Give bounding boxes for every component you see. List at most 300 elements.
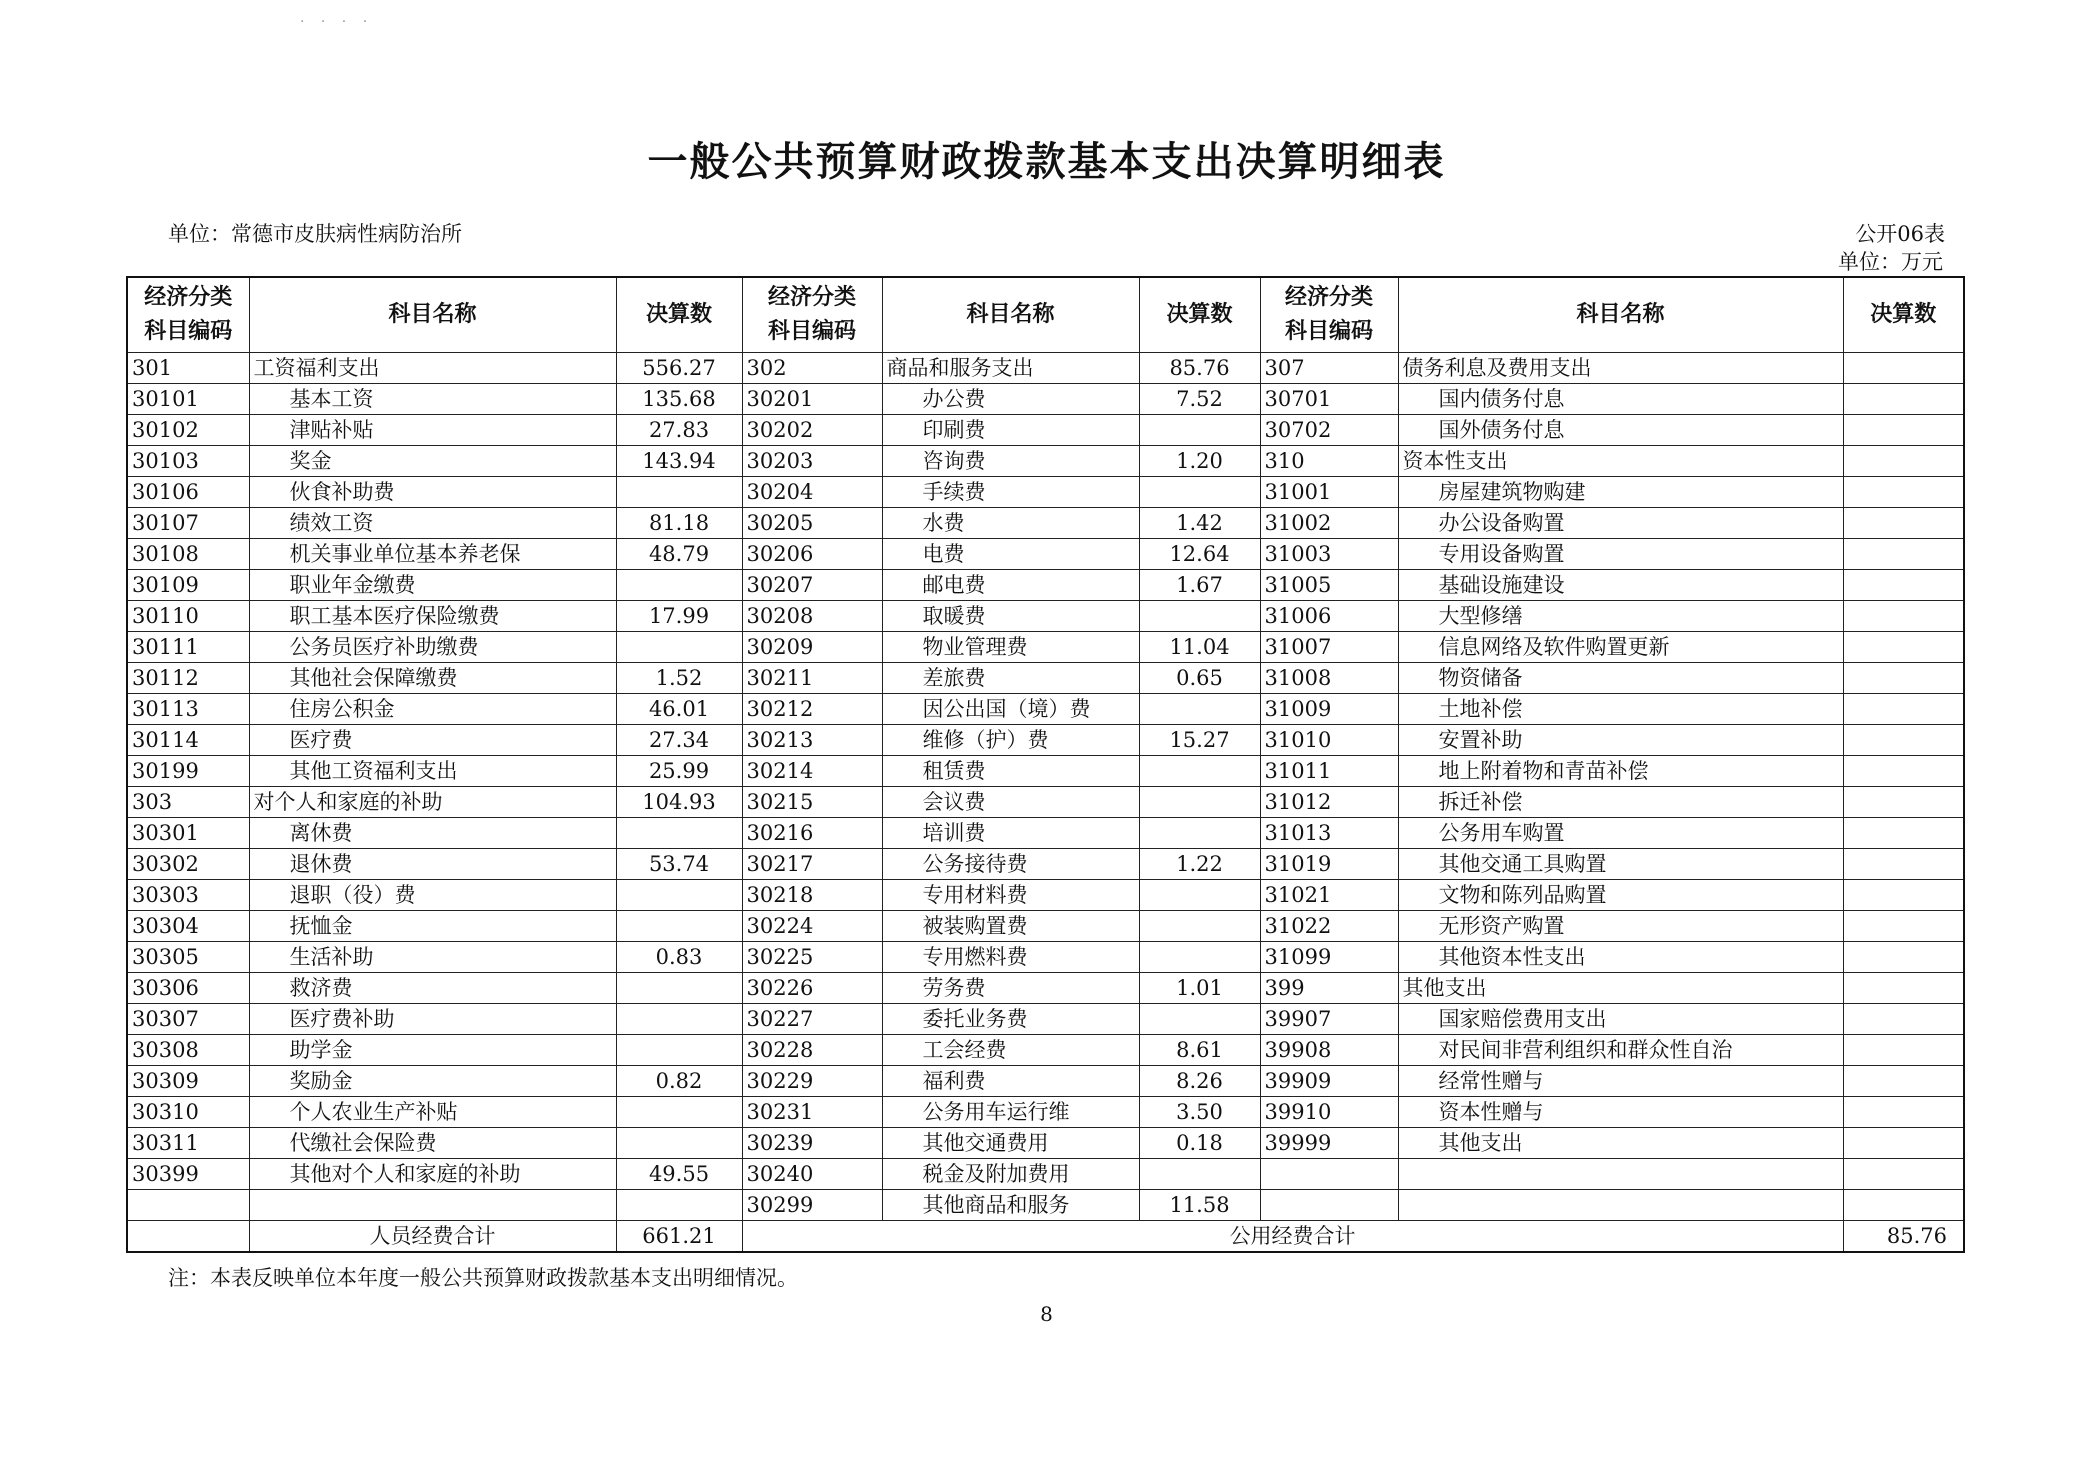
table-row xyxy=(127,601,1964,632)
econ-code-cell xyxy=(127,1190,249,1221)
item-name-cell: 助学金 xyxy=(249,1035,616,1066)
econ-code-cell: 39909 xyxy=(1260,1066,1398,1097)
amount-cell: 135.68 xyxy=(616,384,742,415)
amount-cell xyxy=(1139,601,1260,632)
econ-code-cell: 30110 xyxy=(127,601,249,632)
item-name-cell: 其他社会保障缴费 xyxy=(249,663,616,694)
amount-cell xyxy=(1843,601,1964,632)
econ-code-cell: 30308 xyxy=(127,1035,249,1066)
amount-cell xyxy=(616,1097,742,1128)
personnel-total-amount: 661.21 xyxy=(616,1221,742,1253)
econ-code-cell: 301 xyxy=(127,353,249,384)
item-name-cell: 其他支出 xyxy=(1398,973,1843,1004)
econ-code-cell: 30301 xyxy=(127,818,249,849)
econ-code-cell: 30214 xyxy=(742,756,882,787)
econ-code-cell: 30109 xyxy=(127,570,249,601)
amount-cell: 1.20 xyxy=(1139,446,1260,477)
item-name-cell: 专用燃料费 xyxy=(882,942,1139,973)
table-row xyxy=(127,539,1964,570)
item-name-cell: 对民间非营利组织和群众性自治 xyxy=(1398,1035,1843,1066)
item-name-cell: 救济费 xyxy=(249,973,616,1004)
item-name-cell: 其他工资福利支出 xyxy=(249,756,616,787)
econ-code-cell: 307 xyxy=(1260,353,1398,384)
page-number: 8 xyxy=(1040,1302,1053,1326)
item-name-cell: 地上附着物和青苗补偿 xyxy=(1398,756,1843,787)
table-note: 注：本表反映单位本年度一般公共预算财政拨款基本支出明细情况。 xyxy=(168,1266,798,1290)
amount-cell: 15.27 xyxy=(1139,725,1260,756)
econ-code-cell: 30207 xyxy=(742,570,882,601)
item-name-cell: 职业年金缴费 xyxy=(249,570,616,601)
amount-cell xyxy=(1139,1159,1260,1190)
amount-cell: 143.94 xyxy=(616,446,742,477)
table-row xyxy=(127,1004,1964,1035)
item-name-cell: 经常性赠与 xyxy=(1398,1066,1843,1097)
econ-code-cell: 31001 xyxy=(1260,477,1398,508)
item-name-cell: 其他交通费用 xyxy=(882,1128,1139,1159)
item-name-cell: 基本工资 xyxy=(249,384,616,415)
public-total-label: 公用经费合计 xyxy=(742,1221,1843,1253)
econ-code-cell: 30201 xyxy=(742,384,882,415)
econ-code-cell: 30202 xyxy=(742,415,882,446)
econ-code-cell: 31009 xyxy=(1260,694,1398,725)
amount-cell xyxy=(1843,508,1964,539)
amount-cell xyxy=(1843,1128,1964,1159)
table-row xyxy=(127,1159,1964,1190)
amount-cell: 7.52 xyxy=(1139,384,1260,415)
item-name-cell: 机关事业单位基本养老保 xyxy=(249,539,616,570)
table-row xyxy=(127,911,1964,942)
econ-code-cell: 30199 xyxy=(127,756,249,787)
amount-cell: 53.74 xyxy=(616,849,742,880)
amount-cell: 11.58 xyxy=(1139,1190,1260,1221)
amount-cell: 8.26 xyxy=(1139,1066,1260,1097)
econ-code-cell: 30106 xyxy=(127,477,249,508)
item-name-cell: 伙食补助费 xyxy=(249,477,616,508)
scan-mark: · · · · xyxy=(300,14,374,30)
item-name-cell: 办公费 xyxy=(882,384,1139,415)
item-name-cell: 离休费 xyxy=(249,818,616,849)
amount-cell xyxy=(1843,415,1964,446)
item-name-cell: 电费 xyxy=(882,539,1139,570)
item-name-cell: 公务用车购置 xyxy=(1398,818,1843,849)
item-name-cell: 物资储备 xyxy=(1398,663,1843,694)
amount-cell xyxy=(616,1128,742,1159)
header-code: 经济分类 科目编码 xyxy=(1260,277,1398,353)
item-name-cell: 其他支出 xyxy=(1398,1128,1843,1159)
table-row xyxy=(127,1128,1964,1159)
item-name-cell: 资本性赠与 xyxy=(1398,1097,1843,1128)
item-name-cell: 公务员医疗补助缴费 xyxy=(249,632,616,663)
item-name-cell: 差旅费 xyxy=(882,663,1139,694)
econ-code-cell: 30310 xyxy=(127,1097,249,1128)
item-name-cell xyxy=(1398,1159,1843,1190)
item-name-cell: 资本性支出 xyxy=(1398,446,1843,477)
amount-cell xyxy=(616,818,742,849)
econ-code-cell: 30213 xyxy=(742,725,882,756)
item-name-cell: 水费 xyxy=(882,508,1139,539)
item-name-cell: 退休费 xyxy=(249,849,616,880)
econ-code-cell: 30203 xyxy=(742,446,882,477)
econ-code-cell: 303 xyxy=(127,787,249,818)
expenditure-table xyxy=(126,276,1965,1253)
econ-code-cell: 30113 xyxy=(127,694,249,725)
item-name-cell: 房屋建筑物购建 xyxy=(1398,477,1843,508)
amount-cell xyxy=(1843,663,1964,694)
item-name-cell: 工资福利支出 xyxy=(249,353,616,384)
item-name-cell: 邮电费 xyxy=(882,570,1139,601)
econ-code-cell: 31019 xyxy=(1260,849,1398,880)
amount-cell xyxy=(1843,1190,1964,1221)
econ-code-cell: 30211 xyxy=(742,663,882,694)
amount-cell: 0.82 xyxy=(616,1066,742,1097)
item-name-cell: 大型修缮 xyxy=(1398,601,1843,632)
table-row xyxy=(127,508,1964,539)
amount-cell xyxy=(1843,973,1964,1004)
item-name-cell: 奖励金 xyxy=(249,1066,616,1097)
item-name-cell: 税金及附加费用 xyxy=(882,1159,1139,1190)
table-row xyxy=(127,818,1964,849)
amount-cell: 81.18 xyxy=(616,508,742,539)
amount-cell: 1.42 xyxy=(1139,508,1260,539)
amount-cell xyxy=(616,632,742,663)
table-row xyxy=(127,756,1964,787)
public-total-amount: 85.76 xyxy=(1843,1221,1964,1253)
item-name-cell: 办公设备购置 xyxy=(1398,508,1843,539)
table-row xyxy=(127,1066,1964,1097)
econ-code-cell: 30101 xyxy=(127,384,249,415)
econ-code-cell: 39907 xyxy=(1260,1004,1398,1035)
econ-code-cell: 310 xyxy=(1260,446,1398,477)
amount-cell: 556.27 xyxy=(616,353,742,384)
item-name-cell: 商品和服务支出 xyxy=(882,353,1139,384)
item-name-cell: 住房公积金 xyxy=(249,694,616,725)
item-name-cell: 拆迁补偿 xyxy=(1398,787,1843,818)
item-name-cell: 物业管理费 xyxy=(882,632,1139,663)
amount-cell xyxy=(1139,818,1260,849)
currency-unit: 单位：万元 xyxy=(1838,250,1943,274)
amount-cell: 1.22 xyxy=(1139,849,1260,880)
totals-spacer xyxy=(127,1221,249,1253)
item-name-cell: 取暖费 xyxy=(882,601,1139,632)
item-name-cell: 债务利息及费用支出 xyxy=(1398,353,1843,384)
item-name-cell xyxy=(1398,1190,1843,1221)
item-name-cell: 印刷费 xyxy=(882,415,1139,446)
amount-cell: 1.52 xyxy=(616,663,742,694)
item-name-cell: 委托业务费 xyxy=(882,1004,1139,1035)
econ-code-cell: 31022 xyxy=(1260,911,1398,942)
header-code: 经济分类 科目编码 xyxy=(127,277,249,353)
amount-cell xyxy=(1139,911,1260,942)
amount-cell: 46.01 xyxy=(616,694,742,725)
econ-code-cell: 30209 xyxy=(742,632,882,663)
item-name-cell: 专用材料费 xyxy=(882,880,1139,911)
item-name-cell: 咨询费 xyxy=(882,446,1139,477)
amount-cell xyxy=(1139,787,1260,818)
amount-cell xyxy=(1843,942,1964,973)
econ-code-cell: 39910 xyxy=(1260,1097,1398,1128)
amount-cell xyxy=(1843,787,1964,818)
amount-cell: 17.99 xyxy=(616,601,742,632)
item-name-cell: 培训费 xyxy=(882,818,1139,849)
amount-cell xyxy=(1139,756,1260,787)
econ-code-cell: 30701 xyxy=(1260,384,1398,415)
amount-cell xyxy=(1843,849,1964,880)
econ-code-cell: 30103 xyxy=(127,446,249,477)
item-name-cell: 公务接待费 xyxy=(882,849,1139,880)
header-code: 经济分类 科目编码 xyxy=(742,277,882,353)
amount-cell xyxy=(616,570,742,601)
econ-code-cell: 30111 xyxy=(127,632,249,663)
amount-cell xyxy=(1139,1004,1260,1035)
amount-cell: 0.65 xyxy=(1139,663,1260,694)
amount-cell xyxy=(1843,1097,1964,1128)
econ-code-cell: 30218 xyxy=(742,880,882,911)
amount-cell xyxy=(1843,570,1964,601)
amount-cell xyxy=(1843,477,1964,508)
amount-cell xyxy=(1843,446,1964,477)
econ-code-cell xyxy=(1260,1190,1398,1221)
econ-code-cell: 30702 xyxy=(1260,415,1398,446)
item-name-cell: 工会经费 xyxy=(882,1035,1139,1066)
amount-cell xyxy=(1843,1035,1964,1066)
amount-cell xyxy=(1139,880,1260,911)
econ-code-cell: 30205 xyxy=(742,508,882,539)
header-amount: 决算数 xyxy=(1843,277,1964,353)
amount-cell xyxy=(616,1190,742,1221)
econ-code-cell: 31003 xyxy=(1260,539,1398,570)
amount-cell xyxy=(1843,1159,1964,1190)
econ-code-cell: 30108 xyxy=(127,539,249,570)
amount-cell xyxy=(1843,353,1964,384)
amount-cell xyxy=(616,1035,742,1066)
item-name-cell: 安置补助 xyxy=(1398,725,1843,756)
item-name-cell: 其他商品和服务 xyxy=(882,1190,1139,1221)
item-name-cell: 其他交通工具购置 xyxy=(1398,849,1843,880)
econ-code-cell: 31013 xyxy=(1260,818,1398,849)
econ-code-cell: 30228 xyxy=(742,1035,882,1066)
item-name-cell: 国内债务付息 xyxy=(1398,384,1843,415)
amount-cell xyxy=(616,477,742,508)
econ-code-cell: 30217 xyxy=(742,849,882,880)
item-name-cell xyxy=(249,1190,616,1221)
table-row xyxy=(127,1097,1964,1128)
amount-cell xyxy=(1139,477,1260,508)
econ-code-cell: 31002 xyxy=(1260,508,1398,539)
econ-code-cell: 30227 xyxy=(742,1004,882,1035)
amount-cell xyxy=(1843,756,1964,787)
econ-code-cell: 30102 xyxy=(127,415,249,446)
item-name-cell: 土地补偿 xyxy=(1398,694,1843,725)
amount-cell xyxy=(1139,415,1260,446)
econ-code-cell: 30208 xyxy=(742,601,882,632)
econ-code-cell: 30231 xyxy=(742,1097,882,1128)
item-name-cell: 其他资本性支出 xyxy=(1398,942,1843,973)
item-name-cell: 因公出国（境）费 xyxy=(882,694,1139,725)
econ-code-cell: 302 xyxy=(742,353,882,384)
table-row xyxy=(127,849,1964,880)
econ-code-cell: 30216 xyxy=(742,818,882,849)
econ-code-cell: 30306 xyxy=(127,973,249,1004)
item-name-cell: 租赁费 xyxy=(882,756,1139,787)
amount-cell: 49.55 xyxy=(616,1159,742,1190)
table-body xyxy=(127,353,1964,1221)
amount-cell: 1.67 xyxy=(1139,570,1260,601)
amount-cell xyxy=(616,973,742,1004)
amount-cell xyxy=(1843,1066,1964,1097)
amount-cell: 11.04 xyxy=(1139,632,1260,663)
econ-code-cell: 31010 xyxy=(1260,725,1398,756)
table-row xyxy=(127,725,1964,756)
table-row xyxy=(127,663,1964,694)
econ-code-cell: 30112 xyxy=(127,663,249,694)
item-name-cell: 维修（护）费 xyxy=(882,725,1139,756)
table-header-row xyxy=(127,277,1964,353)
econ-code-cell: 30114 xyxy=(127,725,249,756)
item-name-cell: 公务用车运行维 xyxy=(882,1097,1139,1128)
econ-code-cell: 30224 xyxy=(742,911,882,942)
econ-code-cell: 31099 xyxy=(1260,942,1398,973)
econ-code-cell: 30299 xyxy=(742,1190,882,1221)
item-name-cell: 退职（役）费 xyxy=(249,880,616,911)
item-name-cell: 国外债务付息 xyxy=(1398,415,1843,446)
item-name-cell: 无形资产购置 xyxy=(1398,911,1843,942)
table-row xyxy=(127,632,1964,663)
table-row xyxy=(127,384,1964,415)
table-row xyxy=(127,973,1964,1004)
amount-cell xyxy=(1843,880,1964,911)
econ-code-cell: 31008 xyxy=(1260,663,1398,694)
econ-code-cell: 30303 xyxy=(127,880,249,911)
amount-cell: 0.83 xyxy=(616,942,742,973)
table-row xyxy=(127,694,1964,725)
econ-code-cell: 31007 xyxy=(1260,632,1398,663)
econ-code-cell: 39999 xyxy=(1260,1128,1398,1159)
econ-code-cell: 30311 xyxy=(127,1128,249,1159)
amount-cell: 0.18 xyxy=(1139,1128,1260,1159)
amount-cell: 104.93 xyxy=(616,787,742,818)
table-row xyxy=(127,446,1964,477)
amount-cell xyxy=(1843,725,1964,756)
econ-code-cell: 30212 xyxy=(742,694,882,725)
econ-code-cell: 31012 xyxy=(1260,787,1398,818)
item-name-cell: 职工基本医疗保险缴费 xyxy=(249,601,616,632)
item-name-cell: 文物和陈列品购置 xyxy=(1398,880,1843,911)
amount-cell: 48.79 xyxy=(616,539,742,570)
item-name-cell: 手续费 xyxy=(882,477,1139,508)
amount-cell: 12.64 xyxy=(1139,539,1260,570)
amount-cell xyxy=(616,1004,742,1035)
page-title: 一般公共预算财政拨款基本支出决算明细表 xyxy=(647,139,1446,185)
amount-cell: 27.34 xyxy=(616,725,742,756)
amount-cell xyxy=(1843,911,1964,942)
amount-cell xyxy=(1843,539,1964,570)
econ-code-cell: 30229 xyxy=(742,1066,882,1097)
header-name: 科目名称 xyxy=(882,277,1139,353)
item-name-cell: 基础设施建设 xyxy=(1398,570,1843,601)
item-name-cell: 劳务费 xyxy=(882,973,1139,1004)
amount-cell xyxy=(1139,694,1260,725)
totals-row xyxy=(127,1221,1964,1253)
econ-code-cell: 30226 xyxy=(742,973,882,1004)
item-name-cell: 会议费 xyxy=(882,787,1139,818)
item-name-cell: 代缴社会保险费 xyxy=(249,1128,616,1159)
amount-cell xyxy=(1139,942,1260,973)
item-name-cell: 医疗费 xyxy=(249,725,616,756)
table-row xyxy=(127,1190,1964,1221)
amount-cell: 85.76 xyxy=(1139,353,1260,384)
econ-code-cell: 30309 xyxy=(127,1066,249,1097)
econ-code-cell: 30304 xyxy=(127,911,249,942)
table-row xyxy=(127,477,1964,508)
econ-code-cell: 30204 xyxy=(742,477,882,508)
item-name-cell: 医疗费补助 xyxy=(249,1004,616,1035)
amount-cell: 27.83 xyxy=(616,415,742,446)
table-row xyxy=(127,787,1964,818)
table-row xyxy=(127,1035,1964,1066)
econ-code-cell: 30107 xyxy=(127,508,249,539)
econ-code-cell: 399 xyxy=(1260,973,1398,1004)
econ-code-cell: 30302 xyxy=(127,849,249,880)
header-name: 科目名称 xyxy=(249,277,616,353)
table-row xyxy=(127,942,1964,973)
header-amount: 决算数 xyxy=(616,277,742,353)
econ-code-cell: 30215 xyxy=(742,787,882,818)
amount-cell xyxy=(616,880,742,911)
econ-code-cell: 30307 xyxy=(127,1004,249,1035)
unit-organization: 单位：常德市皮肤病性病防治所 xyxy=(168,222,462,246)
header-name: 科目名称 xyxy=(1398,277,1843,353)
table-row xyxy=(127,570,1964,601)
item-name-cell: 福利费 xyxy=(882,1066,1139,1097)
item-name-cell: 奖金 xyxy=(249,446,616,477)
item-name-cell: 专用设备购置 xyxy=(1398,539,1843,570)
econ-code-cell: 30206 xyxy=(742,539,882,570)
econ-code-cell: 30399 xyxy=(127,1159,249,1190)
amount-cell: 3.50 xyxy=(1139,1097,1260,1128)
amount-cell xyxy=(1843,632,1964,663)
table-row xyxy=(127,353,1964,384)
item-name-cell: 对个人和家庭的补助 xyxy=(249,787,616,818)
amount-cell xyxy=(616,911,742,942)
amount-cell xyxy=(1843,694,1964,725)
header-amount: 决算数 xyxy=(1139,277,1260,353)
econ-code-cell xyxy=(1260,1159,1398,1190)
econ-code-cell: 31005 xyxy=(1260,570,1398,601)
amount-cell xyxy=(1843,1004,1964,1035)
table-row xyxy=(127,880,1964,911)
econ-code-cell: 30239 xyxy=(742,1128,882,1159)
item-name-cell: 信息网络及软件购置更新 xyxy=(1398,632,1843,663)
item-name-cell: 津贴补贴 xyxy=(249,415,616,446)
item-name-cell: 被装购置费 xyxy=(882,911,1139,942)
amount-cell: 25.99 xyxy=(616,756,742,787)
amount-cell: 8.61 xyxy=(1139,1035,1260,1066)
econ-code-cell: 31011 xyxy=(1260,756,1398,787)
econ-code-cell: 30240 xyxy=(742,1159,882,1190)
econ-code-cell: 31021 xyxy=(1260,880,1398,911)
table-row xyxy=(127,415,1964,446)
item-name-cell: 生活补助 xyxy=(249,942,616,973)
personnel-total-label: 人员经费合计 xyxy=(249,1221,616,1253)
amount-cell xyxy=(1843,818,1964,849)
item-name-cell: 国家赔偿费用支出 xyxy=(1398,1004,1843,1035)
item-name-cell: 个人农业生产补贴 xyxy=(249,1097,616,1128)
econ-code-cell: 30305 xyxy=(127,942,249,973)
amount-cell: 1.01 xyxy=(1139,973,1260,1004)
econ-code-cell: 39908 xyxy=(1260,1035,1398,1066)
table-number: 公开06表 xyxy=(1855,222,1945,246)
econ-code-cell: 31006 xyxy=(1260,601,1398,632)
